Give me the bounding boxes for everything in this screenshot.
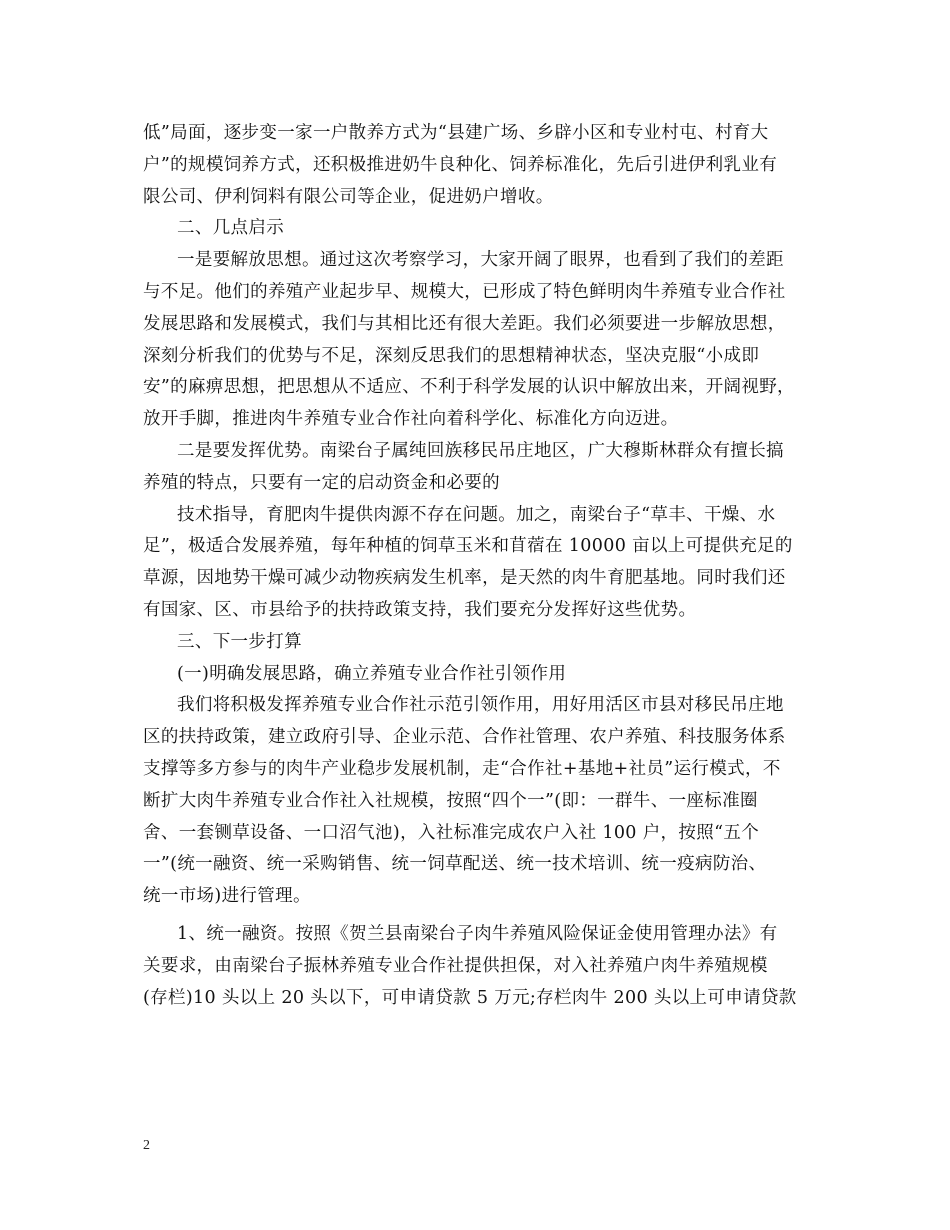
text-line: 足”，极适合发展养殖，每年种植的饲草玉米和苜蓿在 10000 亩以上可提供充足的 xyxy=(143,536,793,557)
text-line: 断扩大肉牛养殖专业合作社入社规模，按照“四个一”(即：一群牛、一座标准圈 xyxy=(143,790,758,811)
text-line: 放开手脚，推进肉牛养殖专业合作社向着科学化、标准化方向迈进。 xyxy=(143,409,679,430)
text-line: 统一市场)进行管理。 xyxy=(143,886,311,907)
text-line: 草源，因地势干燥可减少动物疾病发生机率，是天然的肉牛育肥基地。同时我们还 xyxy=(143,568,786,589)
text-line: 户”的规模饲养方式，还积极推进奶牛良种化、饲养标准化，先后引进伊利乳业有 xyxy=(143,154,778,175)
text-line: 二是要发挥优势。南梁台子属纯回族移民吊庄地区，广大穆斯林群众有擅长搞 xyxy=(177,440,784,461)
text-line: 深刻分析我们的优势与不足，深刻反思我们的思想精神状态，坚决克服“小成即 xyxy=(143,345,760,366)
section-heading: 二、几点启示 xyxy=(177,218,285,239)
text-line: 支撑等多方参与的肉牛产业稳步发展机制，走“合作社+基地+社员”运行模式，不 xyxy=(143,758,781,779)
text-line: 一是要解放思想。通过这次考察学习，大家开阔了眼界，也看到了我们的差距 xyxy=(177,250,784,271)
text-line: 一”(统一融资、统一采购销售、统一饲草配送、统一技术培训、统一疫病防治、 xyxy=(143,854,767,875)
document-body xyxy=(143,118,811,1014)
text-line: 限公司、伊利饲料有限公司等企业，促进奶户增收。 xyxy=(143,186,554,207)
page-number: 2 xyxy=(143,1138,150,1153)
text-line: 关要求，由南梁台子振林养殖专业合作社提供担保，对入社养殖户肉牛养殖规模 xyxy=(143,955,768,976)
subsection-heading: (一)明确发展思路，确立养殖专业合作社引领作用 xyxy=(177,663,567,684)
text-line: 安”的麻痹思想，把思想从不适应、不利于科学发展的认识中解放出来，开阔视野， xyxy=(143,377,795,398)
text-line: 有国家、区、市县给予的扶持政策支持，我们要充分发挥好这些优势。 xyxy=(143,599,697,620)
section-heading: 三、下一步打算 xyxy=(177,631,302,652)
text-line: 低”局面，逐步变一家一户散养方式为“县建广场、乡辟小区和专业村屯、村育大 xyxy=(143,123,769,143)
text-line: 养殖的特点，只要有一定的启动资金和必要的 xyxy=(143,472,500,493)
text-line: 技术指导，育肥肉牛提供肉源不存在问题。加之，南梁台子“草丰、干燥、水 xyxy=(177,504,776,525)
text-line: 舍、一套铡草设备、一口沼气池)，入社标准完成农户入社 100 户，按照“五个 xyxy=(143,822,760,843)
text-line: 区的扶持政策，建立政府引导、企业示范、合作社管理、农户养殖、科技服务体系 xyxy=(143,727,786,748)
text-line: (存栏)10 头以上 20 头以下，可申请贷款 5 万元;存栏肉牛 200 头以上可申请贷款 xyxy=(143,987,797,1008)
text-line: 发展思路和发展模式，我们与其相比还有很大差距。我们必须要进一步解放思想， xyxy=(143,313,786,334)
text-line: 1、统一融资。按照《贺兰县南梁台子肉牛养殖风险保证金使用管理办法》有 xyxy=(177,923,778,944)
text-line: 与不足。他们的养殖产业起步早、规模大，已形成了特色鲜明肉牛养殖专业合作社 xyxy=(143,281,786,302)
text-line: 我们将积极发挥养殖专业合作社示范引领作用，用好用活区市县对移民吊庄地 xyxy=(177,695,784,716)
